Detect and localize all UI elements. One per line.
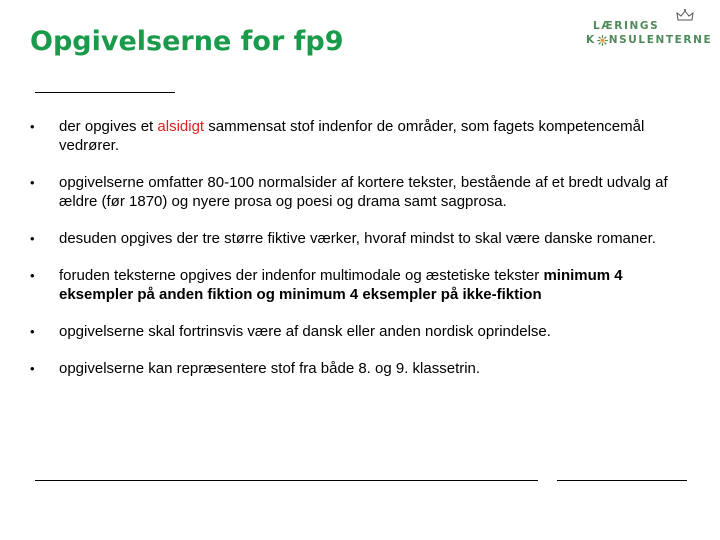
bullet-dot: • [30, 361, 35, 376]
bullet-dot: • [30, 119, 35, 134]
bullet-list [30, 117, 690, 396]
logo-line-2-end: NSULENTERNE [608, 34, 713, 46]
crown-icon [675, 8, 695, 22]
page-title: Opgivelserne for fp9 [30, 26, 344, 57]
title-underline [35, 92, 175, 93]
bullet-item: • desuden opgives der tre større fiktive værker, hvoraf mindst to skal være danske romaner. [30, 230, 656, 247]
bullet-item: • foruden teksterne opgives der indenfor multimodale og æstetiske tekster minimum 4 eksempler på anden fiktion og minimum 4 eksempler på ikke-fiktion [30, 267, 623, 303]
highlight-word: alsidigt [157, 118, 205, 135]
logo-line-2 [586, 34, 712, 46]
footer-rule-left [35, 480, 538, 481]
bullet-item: • opgivelserne kan repræsentere stof fra både 8. og 9. klassetrin. [30, 360, 481, 377]
emphasis-text: minimum 4 eksempler på anden fiktion og minimum 4 eksempler på ikke-fiktion [59, 267, 623, 303]
bullet-dot: • [30, 231, 35, 246]
bullet-dot: • [30, 268, 35, 283]
footer-rule-right [557, 480, 687, 481]
sun-icon [597, 35, 608, 46]
laeringskonsulenterne-logo [586, 20, 713, 50]
bullet-item: • opgivelserne omfatter 80-100 normalsider af kortere tekster, bestående af et bredt udvalg af ældre (før 1870) og nyere prosa og poesi og drama samt sagprosa. [30, 174, 668, 210]
bullet-item: • der opgives et alsidigt sammensat stof indenfor de områder, som fagets kompetencemål vedrører. [30, 118, 645, 154]
bullet-dot: • [30, 175, 35, 190]
logo-line-1: LÆRINGS [593, 20, 660, 32]
bullet-dot: • [30, 324, 35, 339]
bullet-item: • opgivelserne skal fortrinsvis være af dansk eller anden nordisk oprindelse. [30, 323, 551, 340]
logo-line-2-start: K [586, 34, 596, 46]
